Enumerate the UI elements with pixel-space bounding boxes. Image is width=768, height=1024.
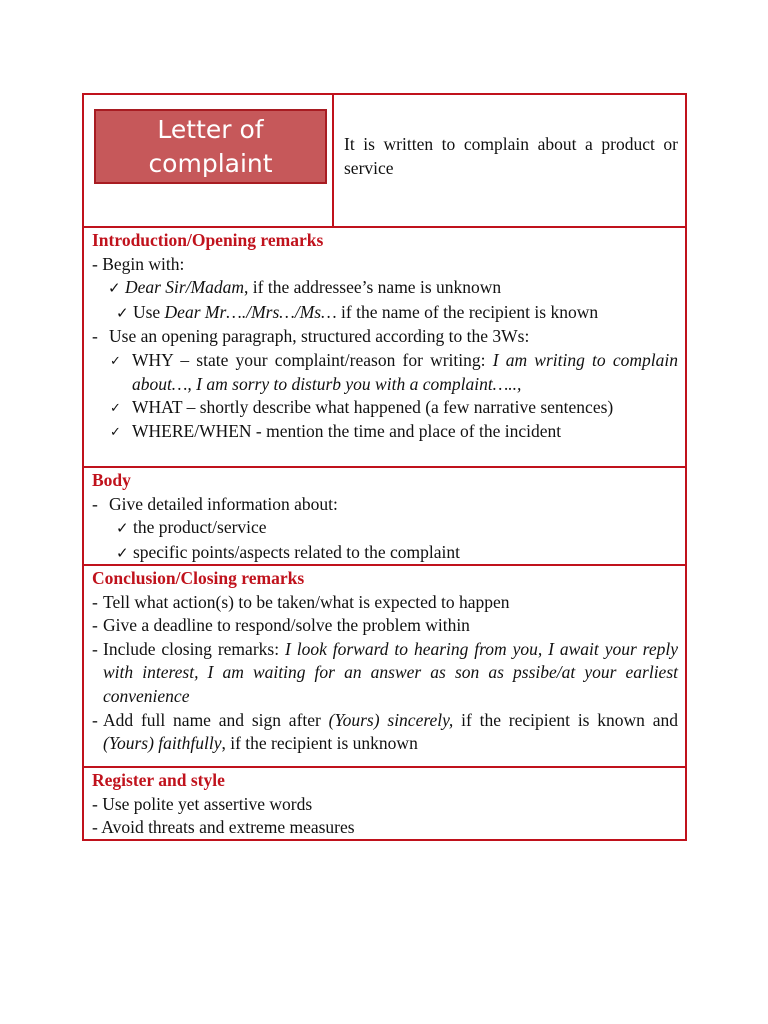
body-item-2 xyxy=(92,541,678,566)
dash-marker: - xyxy=(92,638,98,659)
conclusion-item-2-text: Give a deadline to respond/solve the problem within xyxy=(103,615,470,636)
dash-marker: - xyxy=(92,615,98,636)
check-icon: ✓ xyxy=(116,519,129,538)
conclusion-heading: Conclusion/Closing remarks xyxy=(92,568,305,588)
small-check-icon: ✓ xyxy=(110,352,121,368)
title-box xyxy=(94,109,327,184)
check-icon: ✓ xyxy=(116,303,129,322)
column-divider xyxy=(332,95,334,226)
begin-with-text: - Begin with: xyxy=(92,253,185,274)
greeting-italic: Dear Sir/Madam xyxy=(124,277,245,298)
dash-marker: - xyxy=(92,591,98,612)
summary-table xyxy=(82,93,687,841)
check-icon: ✓ xyxy=(116,543,129,562)
body-intro xyxy=(92,493,678,517)
title-line-2: complaint xyxy=(148,149,273,178)
signoff-sincerely: (Yours) sincerely, xyxy=(328,709,454,730)
conclusion-item-4 xyxy=(92,709,678,756)
conclusion-item-1 xyxy=(92,591,678,615)
register-heading: Register and style xyxy=(92,770,225,790)
body-intro-text: Give detailed information about: xyxy=(109,493,338,514)
body-item-1 xyxy=(92,516,678,541)
what-item xyxy=(92,396,678,420)
title-row xyxy=(84,95,685,228)
greeting-rest: , if the addressee’s name is unknown xyxy=(244,277,502,298)
where-text: WHERE/WHEN - mention the time and place of the incident xyxy=(132,420,562,441)
register-item-1: - Use polite yet assertive words xyxy=(92,793,313,814)
greeting2-italic: Dear Mr…./Mrs…/Ms… xyxy=(164,301,337,322)
closing-remarks-label: Include closing remarks: xyxy=(103,638,285,659)
closing-remarks-examples: I look forward to hearing from you, I await your reply with interest, I am waiting for an answer as son as pssibe/at your earliest convenience xyxy=(103,638,678,706)
body-item-1-text: the product/service xyxy=(132,517,267,538)
title-line-1: Letter of xyxy=(157,115,264,144)
greeting-item-1 xyxy=(92,276,678,301)
conclusion-item-2 xyxy=(92,614,678,638)
opening-paragraph-text xyxy=(92,325,678,349)
body-section xyxy=(84,468,685,566)
why-item xyxy=(92,349,678,396)
why-example: I am writing to complain about…, I am sorry to disturb you with a complaint….., xyxy=(132,349,678,394)
introduction-heading: Introduction/Opening remarks xyxy=(92,230,324,250)
greeting2-rest: if the name of the recipient is known xyxy=(336,301,599,322)
register-section xyxy=(84,768,685,839)
dash-marker: - xyxy=(92,493,98,514)
conclusion-section xyxy=(84,566,685,768)
greeting2-prefix: Use xyxy=(132,301,165,322)
signoff-text-3: , if the recipient is unknown xyxy=(221,733,418,754)
dash-marker: - xyxy=(92,326,98,347)
definition-text: It is written to complain about a product or service xyxy=(344,134,678,178)
small-check-icon: ✓ xyxy=(110,423,121,439)
small-check-icon: ✓ xyxy=(110,400,121,416)
signoff-text-1: Add full name and sign after xyxy=(103,709,329,730)
signoff-text-2: if the recipient is known and xyxy=(453,709,679,730)
signoff-faithfully: (Yours) faithfully xyxy=(103,733,222,754)
body-item-2-text: specific points/aspects related to the complaint xyxy=(132,541,461,562)
register-item-2: - Avoid threats and extreme measures xyxy=(92,817,355,838)
what-text: WHAT – shortly describe what happened (a few narrative sentences) xyxy=(132,397,614,418)
why-text: WHY – state your complaint/reason for writing: xyxy=(132,349,493,370)
dash-marker: - xyxy=(92,709,98,730)
body-heading: Body xyxy=(92,470,131,490)
conclusion-item-1-text: Tell what action(s) to be taken/what is expected to happen xyxy=(103,591,510,612)
greeting-item-2 xyxy=(92,301,678,326)
where-item xyxy=(92,420,678,444)
conclusion-item-3 xyxy=(92,638,678,709)
opening-text: Use an opening paragraph, structured according to the 3Ws: xyxy=(109,326,530,347)
check-icon: ✓ xyxy=(108,279,121,298)
introduction-section xyxy=(84,228,685,468)
